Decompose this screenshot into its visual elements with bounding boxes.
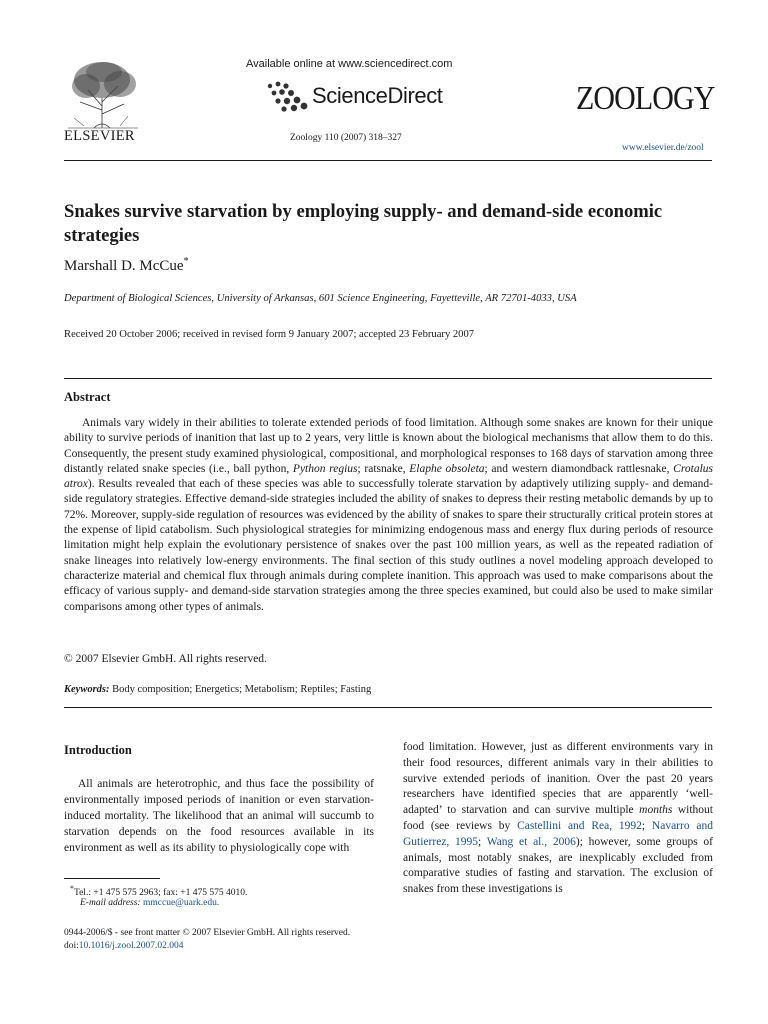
keywords-label: Keywords: [64, 684, 110, 695]
intro-segment: food limitation. However, just as different environments vary in their food resources, different animals vary in their abilities to survive extended periods of inanition. Over the past 20 years researchers have identified species that are apparently ‘well-adapted’ to starvation and can survive multiple [403, 741, 713, 817]
intro-column-right [403, 740, 713, 898]
intro-column-left: All animals are heterotrophic, and thus face the possibility of environmentally imposed periods of inanition or even starvation-induced mortality. The likelihood that an animal will succumb to starvation depends on the food resources available in its environment as well as its ability to physiologically cope with [64, 778, 374, 854]
header-divider [64, 160, 712, 161]
footnote-mark: * [70, 884, 74, 893]
doi-label: doi: [64, 941, 79, 951]
keywords-text: Body composition; Energetics; Metabolism; Reptiles; Fasting [112, 684, 372, 695]
reference-link[interactable]: Navarro and Gutierrez, 1995 [403, 819, 713, 848]
abstract-heading: Abstract [64, 390, 111, 404]
abstract-segment: ; and western diamondback rattlesnake, [484, 462, 674, 475]
author-name: Marshall D. McCue [64, 258, 184, 274]
intro-segment: without food (see reviews by [403, 804, 713, 832]
article-title: Snakes survive starvation by employing supply- and demand-side economic strategies [64, 201, 663, 246]
abstract-segment: Animals vary widely in their abilities to tolerate extended periods of food limitation. Although some snakes are known for their unique ability to survive periods of inanition that last up to 2 years, very little is known about the biological mechanisms that allow them to do this. Consequently, the present study examined physiological, compositional, and morphological responses to 168 days of starvation among three distantly related snake species (i.e., ball python, [64, 417, 713, 475]
doi-line [64, 941, 184, 951]
email-footnote [80, 898, 219, 908]
received-dates: Received 20 October 2006; received in revised form 9 January 2007; accepted 23 February 2007 [64, 329, 475, 340]
journal-name: ZOOLOGY [576, 80, 715, 117]
sciencedirect-dots-icon [264, 80, 312, 112]
contact-text: Tel.: +1 475 575 2963; fax: +1 475 575 4010. [73, 888, 248, 899]
introduction-heading: Introduction [64, 743, 132, 757]
availability-note[interactable]: Available online at www.sciencedirect.com [246, 58, 453, 70]
abstract-segment: ). Results revealed that each of these species was able to successfully tolerate starvation by adaptively utilizing supply- and demand-side regulatory strategies. Effective demand-side strategies included the ability of snakes to depress their resting metabolic demands by up to 72%. Moreover, supply-side regulation of resources was evidenced by the ability of snakes to spare their structurally critical protein stores at the expense of lipid catabolism. Such physiological strategies for minimizing endogenous mass and energy flux during periods of resource limitation might help explain the evolutionary persistence of snakes over the past 100 million years, as well as the repeated radiation of snake lineages into relatively low-energy environments. The final section of this study outlines a novel modeling approach developed to characterize material and chemical flux through animals during complete inanition. This approach was used to make comparisons about the efficacy of various supply- and demand-side starvation strategies among the three species examined, but could also be used to make similar comparisons among other types of animals. [64, 478, 713, 613]
journal-url-link[interactable]: www.elsevier.de/zool [622, 143, 704, 153]
reference-link[interactable]: Wang et al., 2006 [486, 835, 576, 848]
email-link[interactable]: mmccue@uark.edu. [142, 898, 220, 908]
species-name: Elaphe obsoleta [409, 462, 485, 475]
abstract-segment: ; ratsnake, [357, 462, 410, 475]
journal-citation: Zoology 110 (2007) 318–327 [290, 133, 402, 143]
publisher-name: ELSEVIER [64, 128, 135, 144]
doi-link[interactable]: 10.1016/j.zool.2007.02.004 [78, 941, 184, 951]
emphasis-text: months [639, 804, 673, 817]
author-line [64, 256, 189, 275]
author-contact-footnote [70, 884, 247, 898]
abstract-bottom-divider [64, 707, 712, 708]
front-matter-note: 0944-2006/$ - see front matter © 2007 Elsevier GmbH. All rights reserved. [64, 928, 351, 938]
keywords-line [64, 684, 371, 695]
species-name: Python regius [292, 462, 358, 475]
author-footnote-mark[interactable]: * [183, 256, 189, 267]
affiliation: Department of Biological Sciences, University of Arkansas, 601 Science Engineering, Fayetteville, AR 72701-4033, USA [64, 293, 577, 304]
reference-link[interactable]: Castellini and Rea, 1992 [517, 819, 642, 832]
ref-separator: ; [641, 819, 652, 832]
sciencedirect-brand: ScienceDirect [312, 83, 443, 108]
ref-separator: ; [478, 835, 487, 848]
footnote-divider [64, 878, 160, 879]
species-name: Crotalus atrox [64, 462, 713, 491]
email-label: E-mail address: [80, 898, 141, 908]
intro-segment: ); however, some groups of animals, most notably snakes, are inexplicably excluded from comparative studies of fasting and starvation. The exclusion of snakes from these investigations is [403, 835, 713, 896]
abstract-copyright: © 2007 Elsevier GmbH. All rights reserved. [64, 653, 267, 665]
elsevier-tree-logo [64, 58, 142, 130]
abstract-top-divider [64, 378, 712, 379]
abstract-text [64, 416, 713, 615]
